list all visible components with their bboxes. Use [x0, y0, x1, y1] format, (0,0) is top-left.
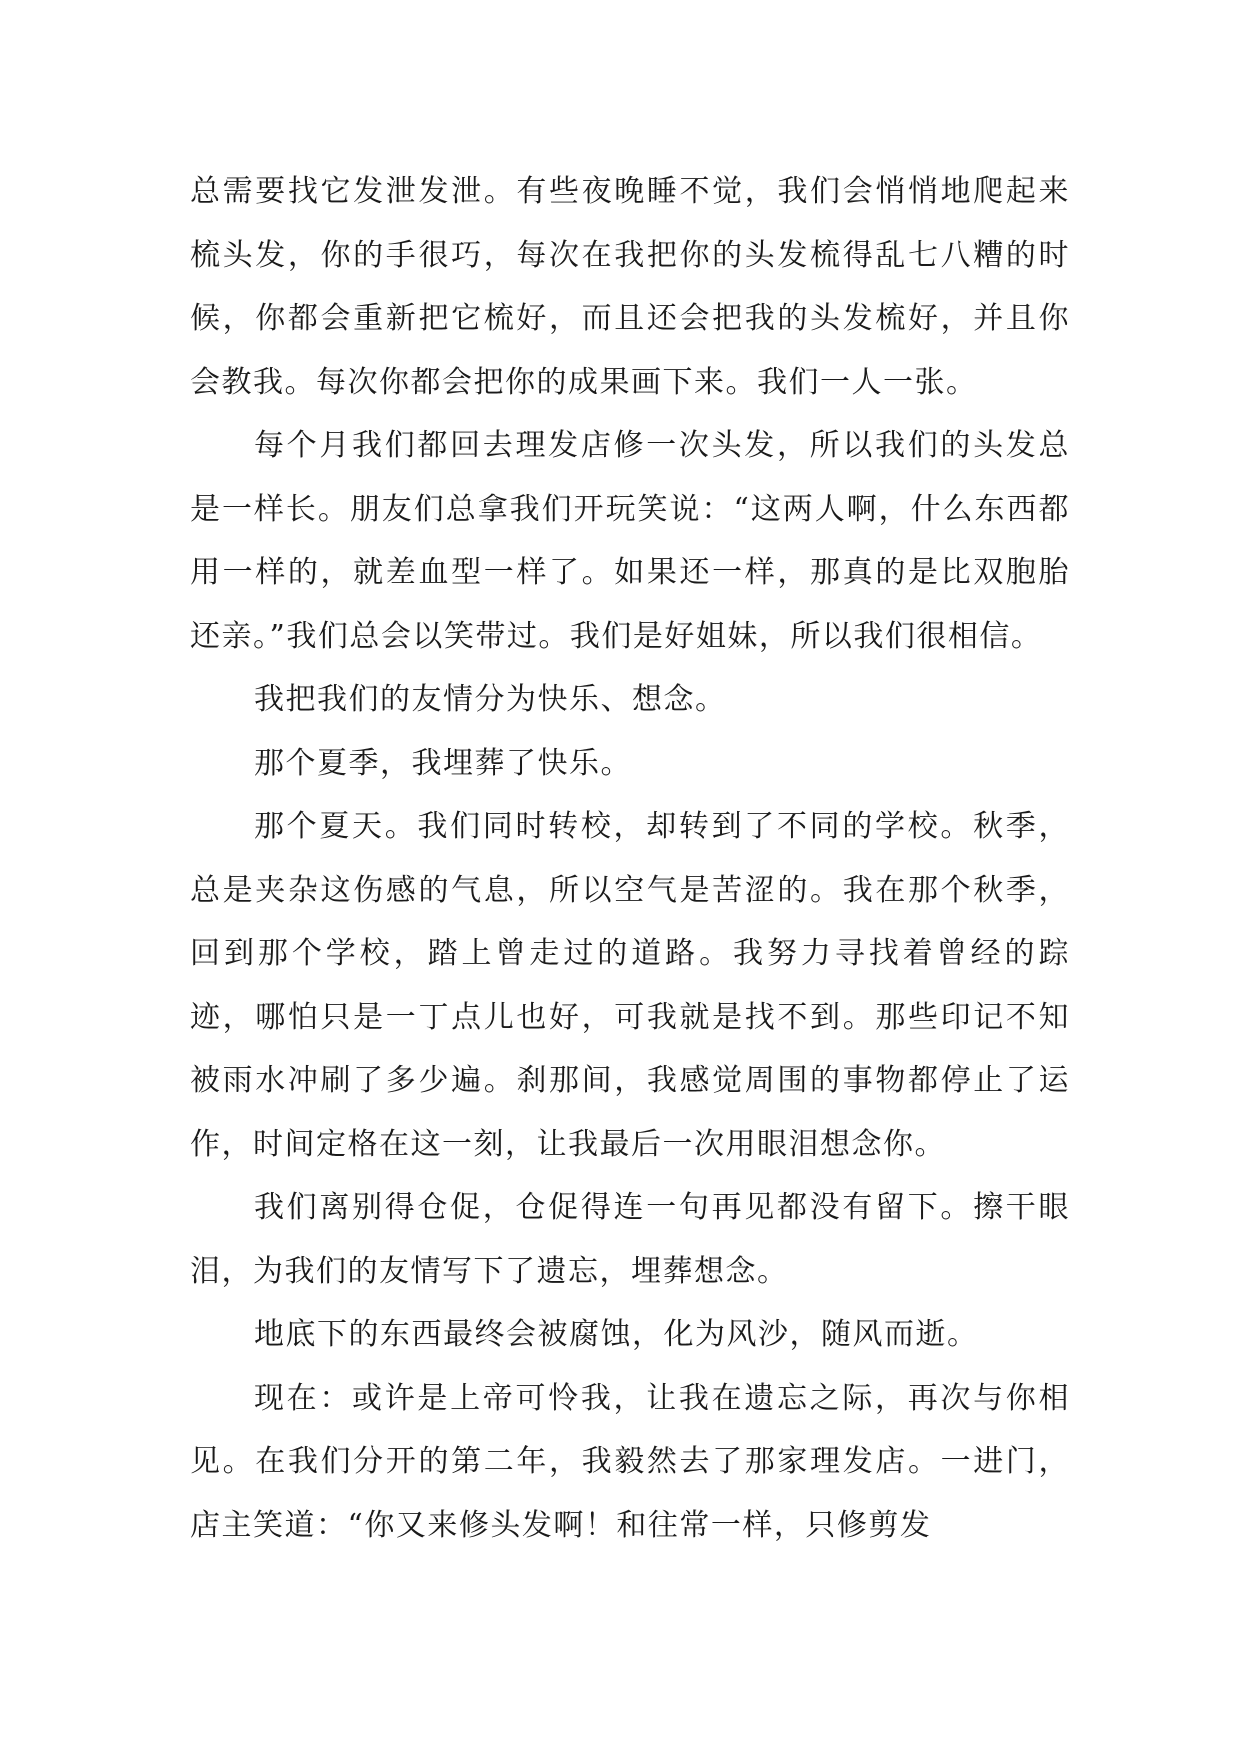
paragraph-3: 我把我们的友情分为快乐、想念。: [254, 682, 727, 717]
paragraph-5: 那个夏天。我们同时转校，却转到了不同的学校。秋季，总是夹杂这伤感的气息，所以空气是苦涩的。我在那个秋季，回到那个学校，踏上曾走过的道路。我努力寻找着曾经的踪迹，哪怕只是一丁点儿也好，可我就是找不到。那些印记不知被雨水冲刷了多少遍。刹那间，我感觉周围的事物都停止了运作，时间定格在这一刻，让我最后一次用眼泪想念你。: [190, 809, 1070, 1162]
paragraph-7: 地底下的东西最终会被腐蚀，化为风沙，随风而逝。: [254, 1317, 979, 1352]
paragraph-4: 那个夏季，我埋葬了快乐。: [254, 745, 632, 781]
paragraph-6: 我们离别得仓促，仓促得连一句再见都没有留下。擦干眼泪，为我们的友情写下了遗忘，埋葬想念。: [190, 1190, 1070, 1289]
paragraph-2: 每个月我们都回去理发店修一次头发，所以我们的头发总是一样长。朋友们总拿我们开玩笑说：“这两人啊，什么东西都用一样的，就差血型一样了。如果还一样，那真的是比双胞胎还亲。”我们总会以笑带过。我们是好姐妹，所以我们很相信。: [190, 428, 1070, 654]
document-body: [190, 160, 1070, 1557]
paragraph-1: 总需要找它发泄发泄。有些夜晚睡不觉，我们会悄悄地爬起来梳头发，你的手很巧，每次在我把你的头发梳得乱七八糟的时候，你都会重新把它梳好，而且还会把我的头发梳好，并且你会教我。每次你都会把你的成果画下来。我们一人一张。: [190, 174, 1070, 400]
paragraph-8: 现在：或许是上帝可怜我，让我在遗忘之际，再次与你相见。在我们分开的第二年，我毅然去了那家理发店。一进门，店主笑道：“你又来修头发啊！和往常一样，只修剪发: [190, 1380, 1070, 1543]
